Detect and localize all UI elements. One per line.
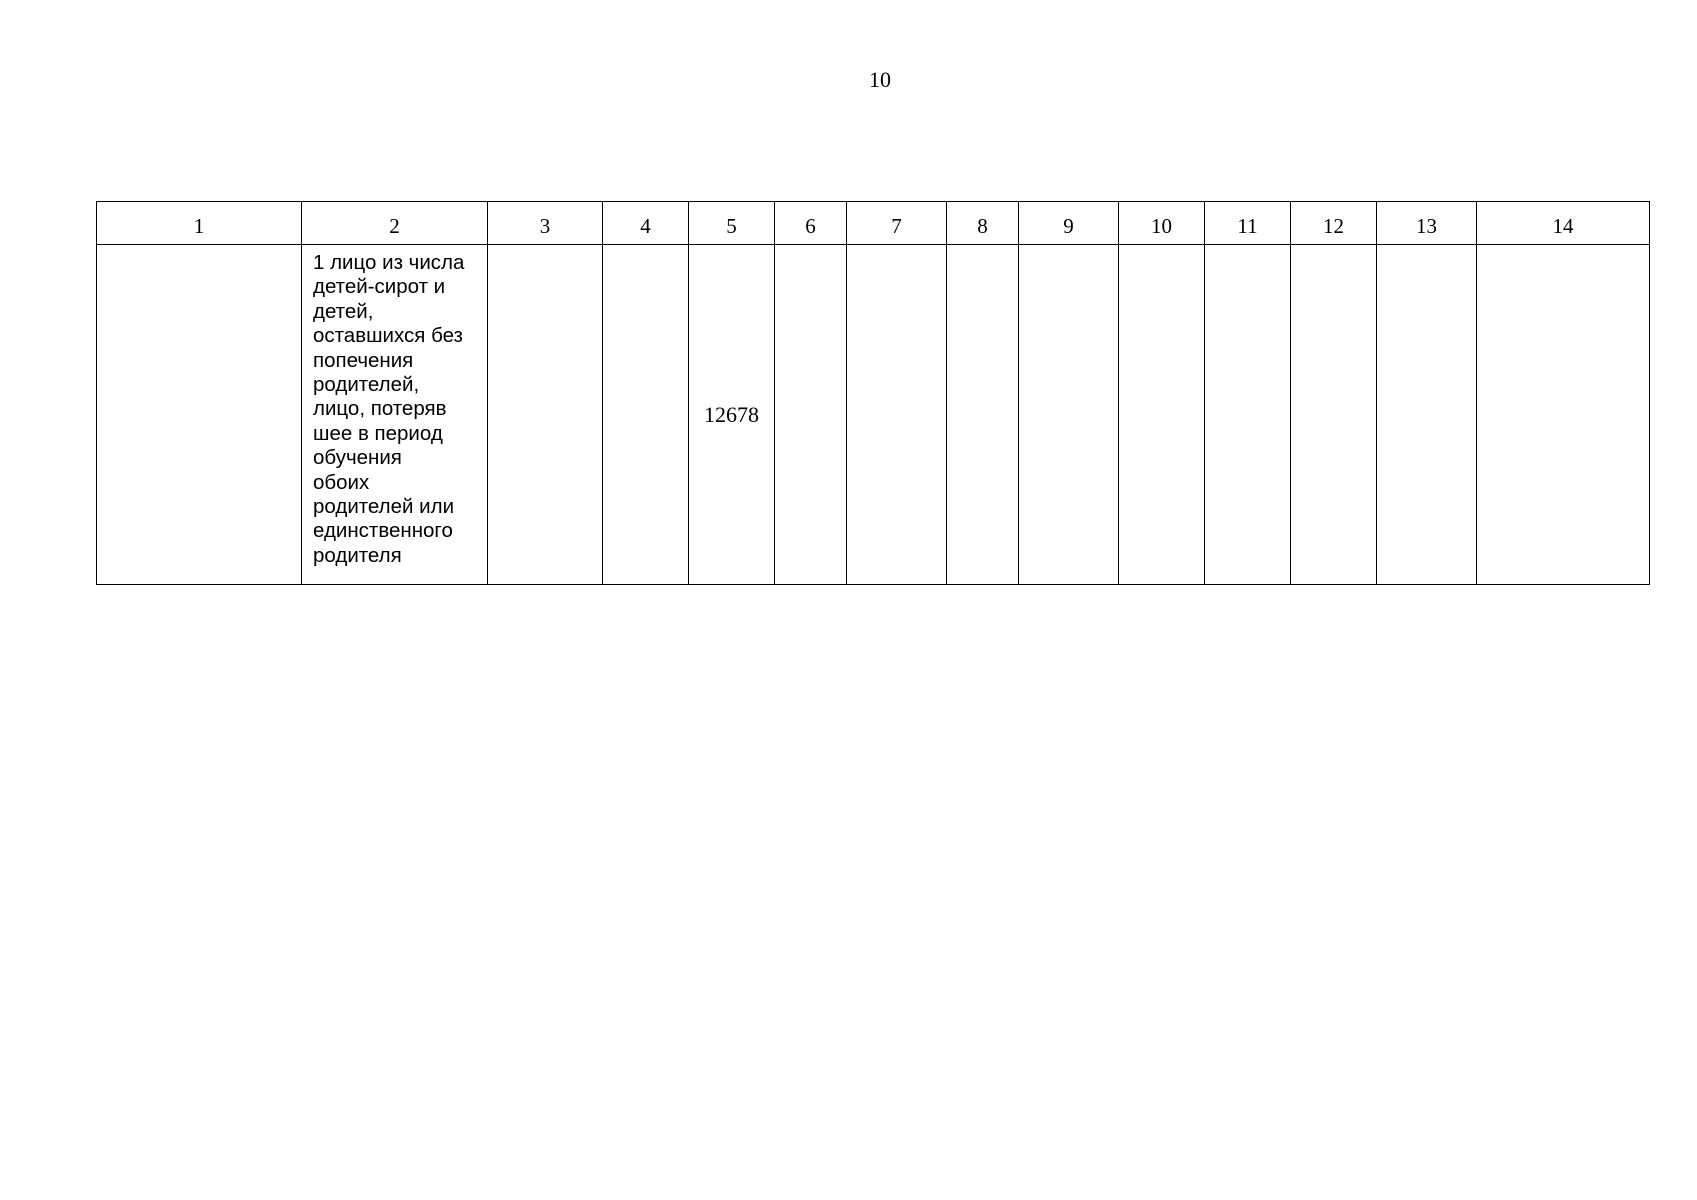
description-line: родителя: [313, 543, 402, 567]
description-line: родителей,: [313, 373, 420, 397]
table-row: [97, 245, 1650, 585]
description-line: единственного: [313, 519, 453, 543]
description-line: 1 лицо из числа: [313, 251, 465, 274]
table-cell: [847, 245, 947, 585]
column-header: 11: [1205, 202, 1291, 245]
page-number: 10: [869, 67, 891, 92]
table-cell: [947, 245, 1019, 585]
column-header: 13: [1377, 202, 1477, 245]
table-cell: [603, 245, 689, 585]
column-header: 9: [1019, 202, 1119, 245]
description-line: обучения: [313, 446, 402, 470]
table-cell: [1477, 245, 1650, 585]
column-header: 8: [947, 202, 1019, 245]
column-header: 5: [689, 202, 775, 245]
data-table: [96, 201, 1650, 585]
column-header: 6: [775, 202, 847, 245]
column-header: 7: [847, 202, 947, 245]
column-header: 10: [1119, 202, 1205, 245]
column-header: 3: [488, 202, 603, 245]
column-header: 1: [97, 202, 302, 245]
column-header: 14: [1477, 202, 1650, 245]
column-header: 4: [603, 202, 689, 245]
table-cell: [488, 245, 603, 585]
description-line: родителей или: [313, 495, 455, 519]
table-cell: [97, 245, 302, 585]
description-line: оставшихся без: [313, 324, 463, 348]
table-cell: [1119, 245, 1205, 585]
description-line: попечения: [313, 348, 414, 372]
category-description-cell: [302, 245, 488, 585]
table-cell: [1019, 245, 1119, 585]
column-header: 12: [1291, 202, 1377, 245]
table-header-row: [97, 202, 1650, 245]
table-cell: [775, 245, 847, 585]
column-header: 2: [302, 202, 488, 245]
table-cell: [1291, 245, 1377, 585]
description-line: шее в период: [313, 421, 443, 445]
table-cell: [1377, 245, 1477, 585]
description-line: детей,: [313, 299, 374, 323]
value-cell: 12678: [689, 245, 775, 585]
description-line: детей-сирот и: [313, 275, 446, 299]
table-cell: [1205, 245, 1291, 585]
description-line: обоих: [313, 470, 370, 494]
description-line: лицо, потеряв: [313, 397, 447, 421]
